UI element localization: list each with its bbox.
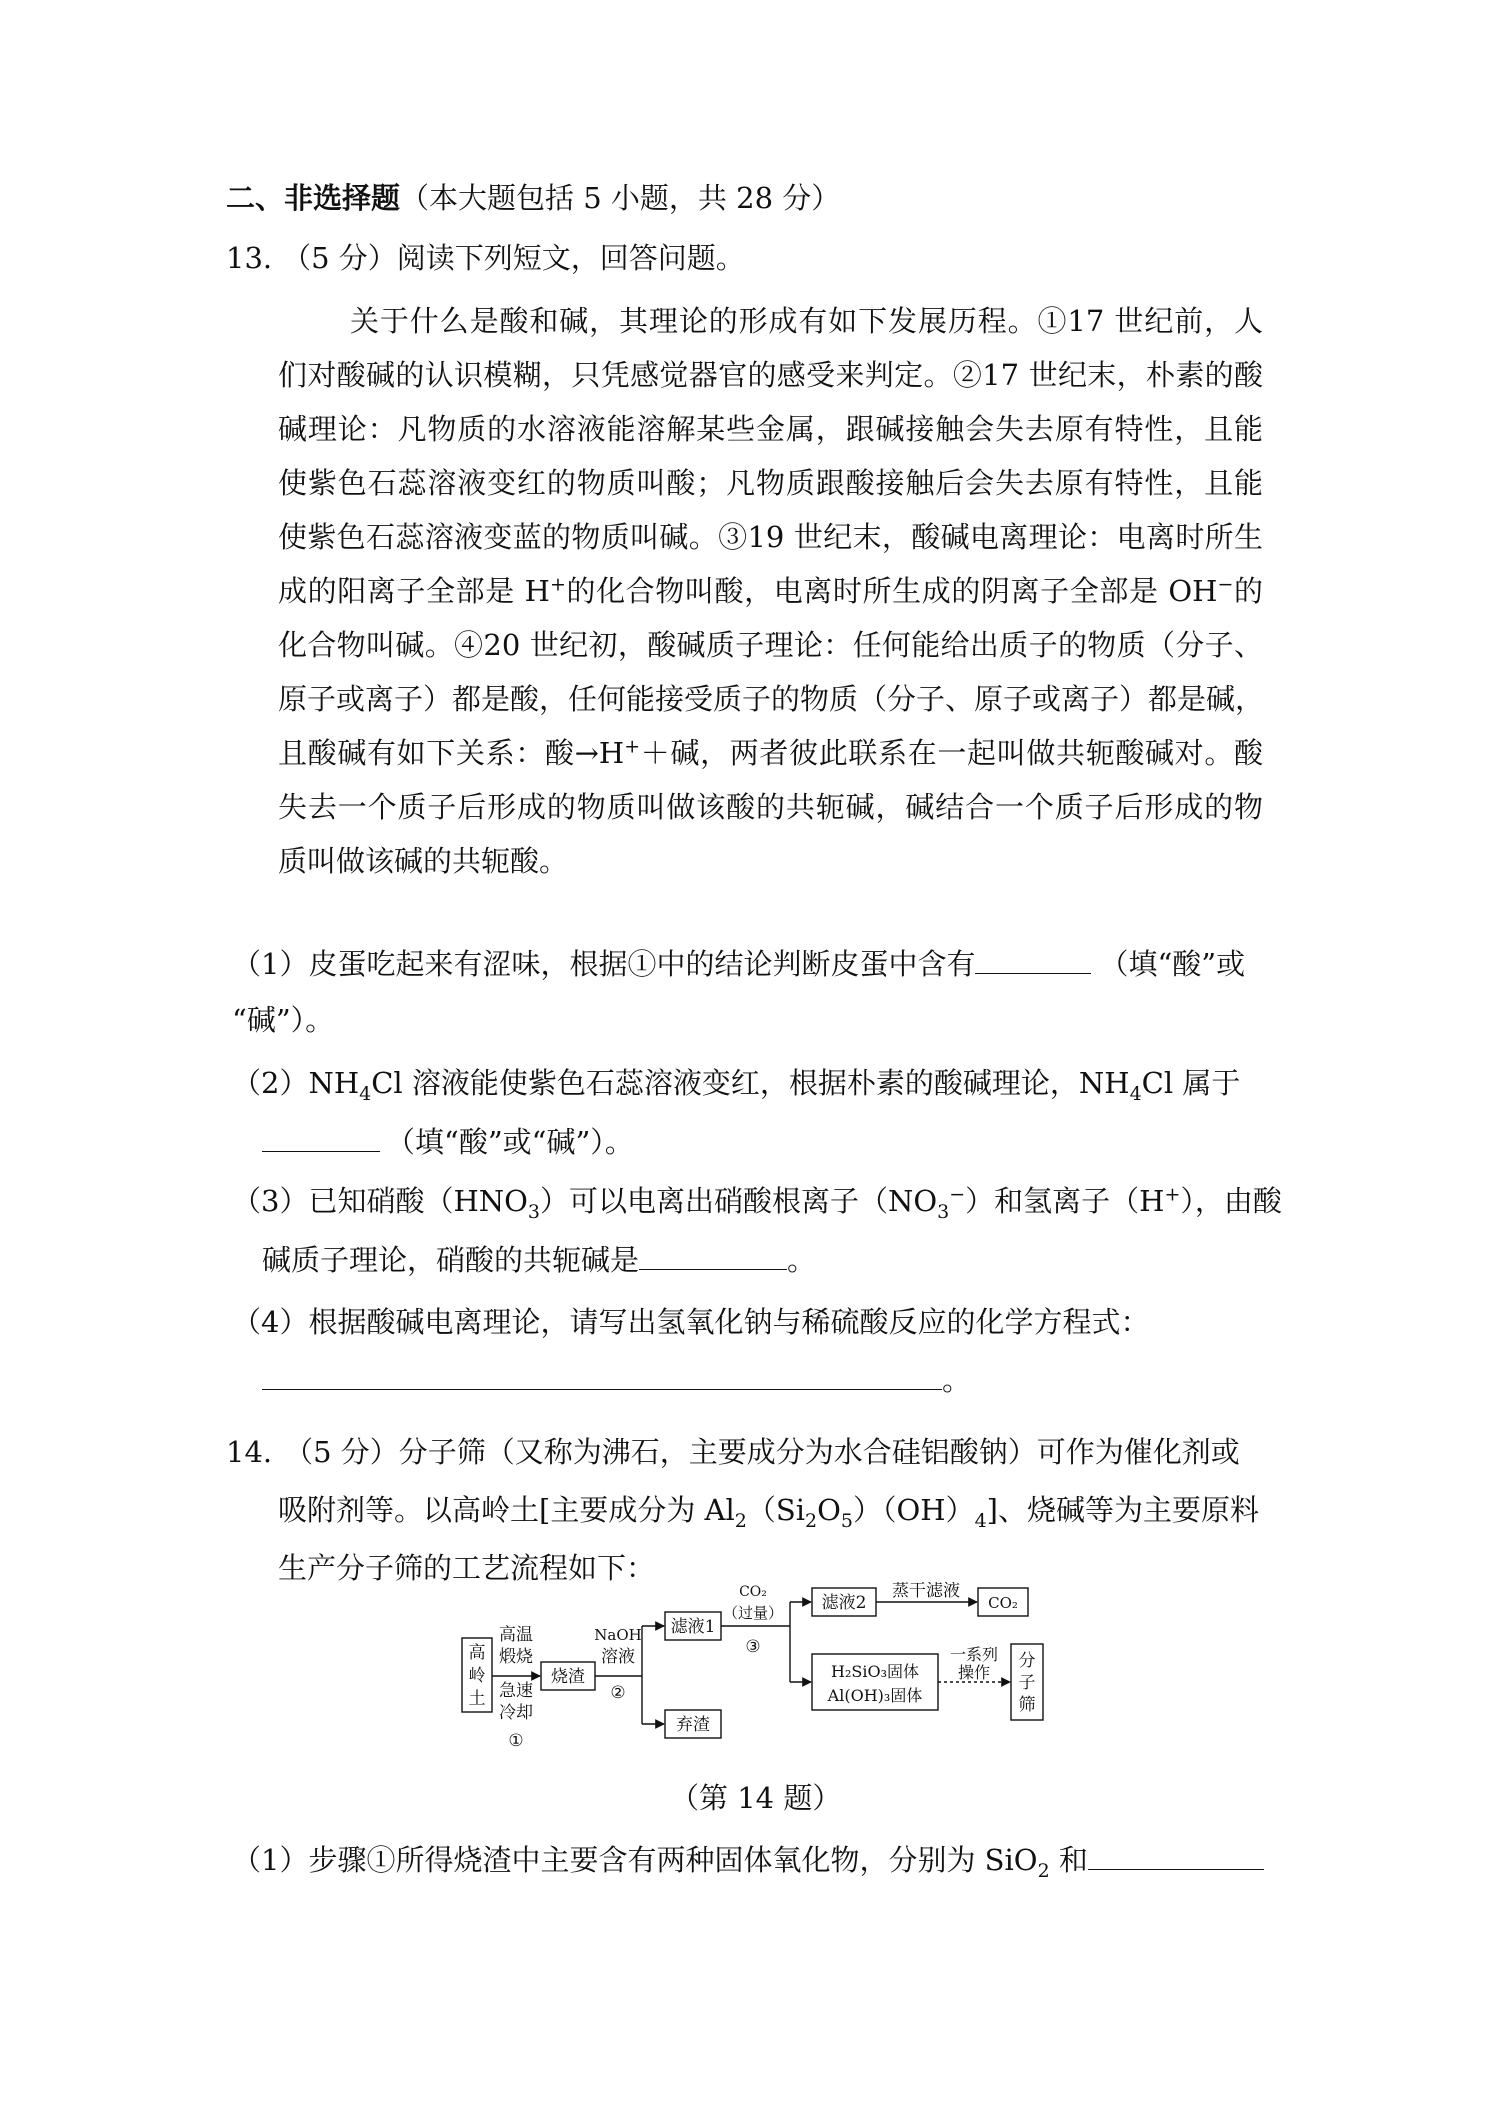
kaolin-label: 高 <box>468 1643 486 1663</box>
section-heading <box>226 178 840 218</box>
step3-label: CO₂ <box>739 1584 767 1600</box>
q14-number: 14. <box>226 1435 273 1469</box>
passage-line: 使紫色石蕊溶液变红的物质叫酸；凡物质跟酸接触后会失去原有特性，且能 <box>278 466 1263 500</box>
step2-label: 溶液 <box>601 1647 635 1667</box>
superscript: − <box>1217 573 1234 596</box>
text: ）可以电离出硝酸根离子（NO <box>540 1184 938 1218</box>
solid2-label: Al(OH)₃固体 <box>827 1686 923 1705</box>
step2-label: NaOH <box>594 1626 642 1644</box>
subscript: 2 <box>805 1509 818 1532</box>
step1-label: 高温 <box>499 1625 533 1645</box>
filtrate2-label: 滤液2 <box>821 1593 867 1613</box>
text: （1）步骤①所得烧渣中主要含有两种固体氧化物，分别为 SiO <box>232 1843 1038 1877</box>
subscript: 3 <box>527 1200 540 1223</box>
text: 分子筛（又称为沸石，主要成分为水合硅铝酸钠）可作为催化剂或 <box>398 1435 1240 1469</box>
q13-score: （5 分） <box>282 241 397 275</box>
subscript: 2 <box>1037 1859 1050 1882</box>
text: （填“酸”或 <box>1099 947 1246 981</box>
series-ops-label: 一系列 <box>949 1645 999 1664</box>
text: （2）NH <box>232 1066 360 1100</box>
text: O <box>817 1493 841 1527</box>
q13-sub4-cont <box>262 1360 971 1400</box>
q13-sub3 <box>232 1181 1282 1221</box>
co2-label: CO₂ <box>988 1594 1018 1612</box>
superscript: − <box>949 1183 966 1206</box>
passage-line: 原子或离子）都是酸，任何能接受质子的物质（分子、原子或离子）都是碱， <box>278 682 1265 716</box>
passage-line <box>278 726 1263 780</box>
answer-blank[interactable] <box>262 1361 942 1390</box>
solid1-label: H₂SiO₃固体 <box>831 1662 919 1681</box>
step2-number: ② <box>610 1683 626 1703</box>
process-flow-diagram <box>450 1582 1070 1772</box>
kaolin-label: 土 <box>468 1689 486 1709</box>
sieve-label: 子 <box>1018 1673 1036 1693</box>
passage-line: 化合物叫碱。④20 世纪初，酸碱质子理论：任何能给出质子的物质（分子、 <box>278 628 1263 662</box>
text: 且酸碱有如下关系：酸→H <box>278 736 625 770</box>
step3-label: （过量） <box>722 1604 784 1622</box>
superscript: + <box>549 573 566 596</box>
q13-number: 13. <box>226 241 273 275</box>
subscript: 2 <box>734 1509 747 1532</box>
q14-line2 <box>278 1490 1259 1530</box>
subscript: 5 <box>840 1509 853 1532</box>
passage-line: 关于什么是酸和碱，其理论的形成有如下发展历程。①17 世纪前，人 <box>350 304 1263 338</box>
sieve-label: 分 <box>1018 1651 1036 1671</box>
series-ops-label: 操作 <box>957 1663 991 1682</box>
q14-sub1 <box>232 1840 1264 1880</box>
passage-line: 们对酸碱的认识模糊，只凭感觉器官的感受来判定。②17 世纪末，朴素的酸 <box>278 358 1263 392</box>
q14-header <box>226 1432 1240 1472</box>
q13-sub3-cont <box>262 1240 816 1280</box>
q13-sub2 <box>232 1063 1240 1103</box>
text: Cl 溶液能使紫色石蕊溶液变红，根据朴素的酸碱理论，NH <box>371 1066 1130 1100</box>
text: Cl 属于 <box>1141 1066 1241 1100</box>
superscript: + <box>624 735 641 758</box>
passage-line: 使紫色石蕊溶液变蓝的物质叫碱。③19 世纪末，酸碱电离理论：电离时所生 <box>278 520 1263 554</box>
text: 的 <box>1233 574 1263 608</box>
figure-caption: （第 14 题） <box>670 1781 842 1815</box>
step1-label: 煅烧 <box>499 1647 533 1667</box>
q14-score: （5 分） <box>284 1435 399 1469</box>
q13-prompt: 阅读下列短文，回答问题。 <box>396 241 745 275</box>
slag-label: 烧渣 <box>551 1667 585 1687</box>
q13-sub2-cont <box>262 1122 634 1162</box>
sieve-label: 筛 <box>1018 1695 1036 1715</box>
passage-line: 失去一个质子后形成的物质叫做该酸的共轭碱，碱结合一个质子后形成的物 <box>278 790 1263 824</box>
section-note: （本大题包括 5 小题，共 28 分） <box>400 181 841 215</box>
passage-line: 碱理论：凡物质的水溶液能溶解某些金属，跟碱接触会失去原有特性，且能 <box>278 412 1263 446</box>
subscript: 4 <box>359 1082 372 1105</box>
text: 。 <box>942 1363 972 1397</box>
kaolin-label: 岭 <box>468 1666 486 1686</box>
passage-line: 质叫做该碱的共轭酸。 <box>278 844 569 878</box>
step1-number: ① <box>508 1731 524 1751</box>
text: 。 <box>787 1243 817 1277</box>
passage-line <box>278 564 1263 618</box>
subscript: 4 <box>974 1509 987 1532</box>
subscript: 4 <box>1129 1082 1142 1105</box>
answer-blank[interactable] <box>262 1123 380 1152</box>
text: ）（OH） <box>852 1493 975 1527</box>
q13-sub4: （4）根据酸碱电离理论，请写出氢氧化钠与稀硫酸反应的化学方程式： <box>232 1305 1150 1339</box>
q14-line3: 生产分子筛的工艺流程如下： <box>278 1551 656 1585</box>
residue-label: 弃渣 <box>676 1715 710 1735</box>
step3-number: ③ <box>745 1637 761 1657</box>
text: （Si <box>746 1493 806 1527</box>
subscript: 3 <box>937 1200 950 1223</box>
text: 碱质子理论，硝酸的共轭碱是 <box>262 1243 640 1277</box>
q13-sub1 <box>232 944 1245 984</box>
evaporate-label: 蒸干滤液 <box>892 1582 960 1601</box>
text: ＋碱，两者彼此联系在一起叫做共轭酸碱对。酸 <box>640 736 1263 770</box>
text: ）和氢离子（H <box>965 1184 1165 1218</box>
text: （3）已知硝酸（HNO <box>232 1184 528 1218</box>
text: 和 <box>1049 1843 1088 1877</box>
answer-blank[interactable] <box>1088 1841 1264 1870</box>
filtrate1-label: 滤液1 <box>670 1617 716 1637</box>
text: （填“酸”或“碱”）。 <box>386 1125 634 1159</box>
text: ]、烧碱等为主要原料 <box>986 1493 1259 1527</box>
text: 的化合物叫酸，电离时所生成的阴离子全部是 OH <box>565 574 1218 608</box>
superscript: + <box>1164 1183 1181 1206</box>
q13-sub1-cont: “碱”）。 <box>232 1003 335 1037</box>
step1-label: 冷却 <box>499 1703 533 1723</box>
q13-passage <box>278 294 1263 888</box>
answer-blank[interactable] <box>975 945 1091 974</box>
step1-label: 急速 <box>499 1681 533 1701</box>
q13-header <box>226 238 745 278</box>
text: ），由酸 <box>1180 1184 1282 1218</box>
section-title: 二、非选择题 <box>226 181 401 215</box>
text: 吸附剂等。以高岭土[主要成分为 Al <box>278 1493 735 1527</box>
answer-blank[interactable] <box>639 1241 787 1270</box>
text: 成的阳离子全部是 H <box>278 574 550 608</box>
text: （1）皮蛋吃起来有涩味，根据①中的结论判断皮蛋中含有 <box>232 947 976 981</box>
